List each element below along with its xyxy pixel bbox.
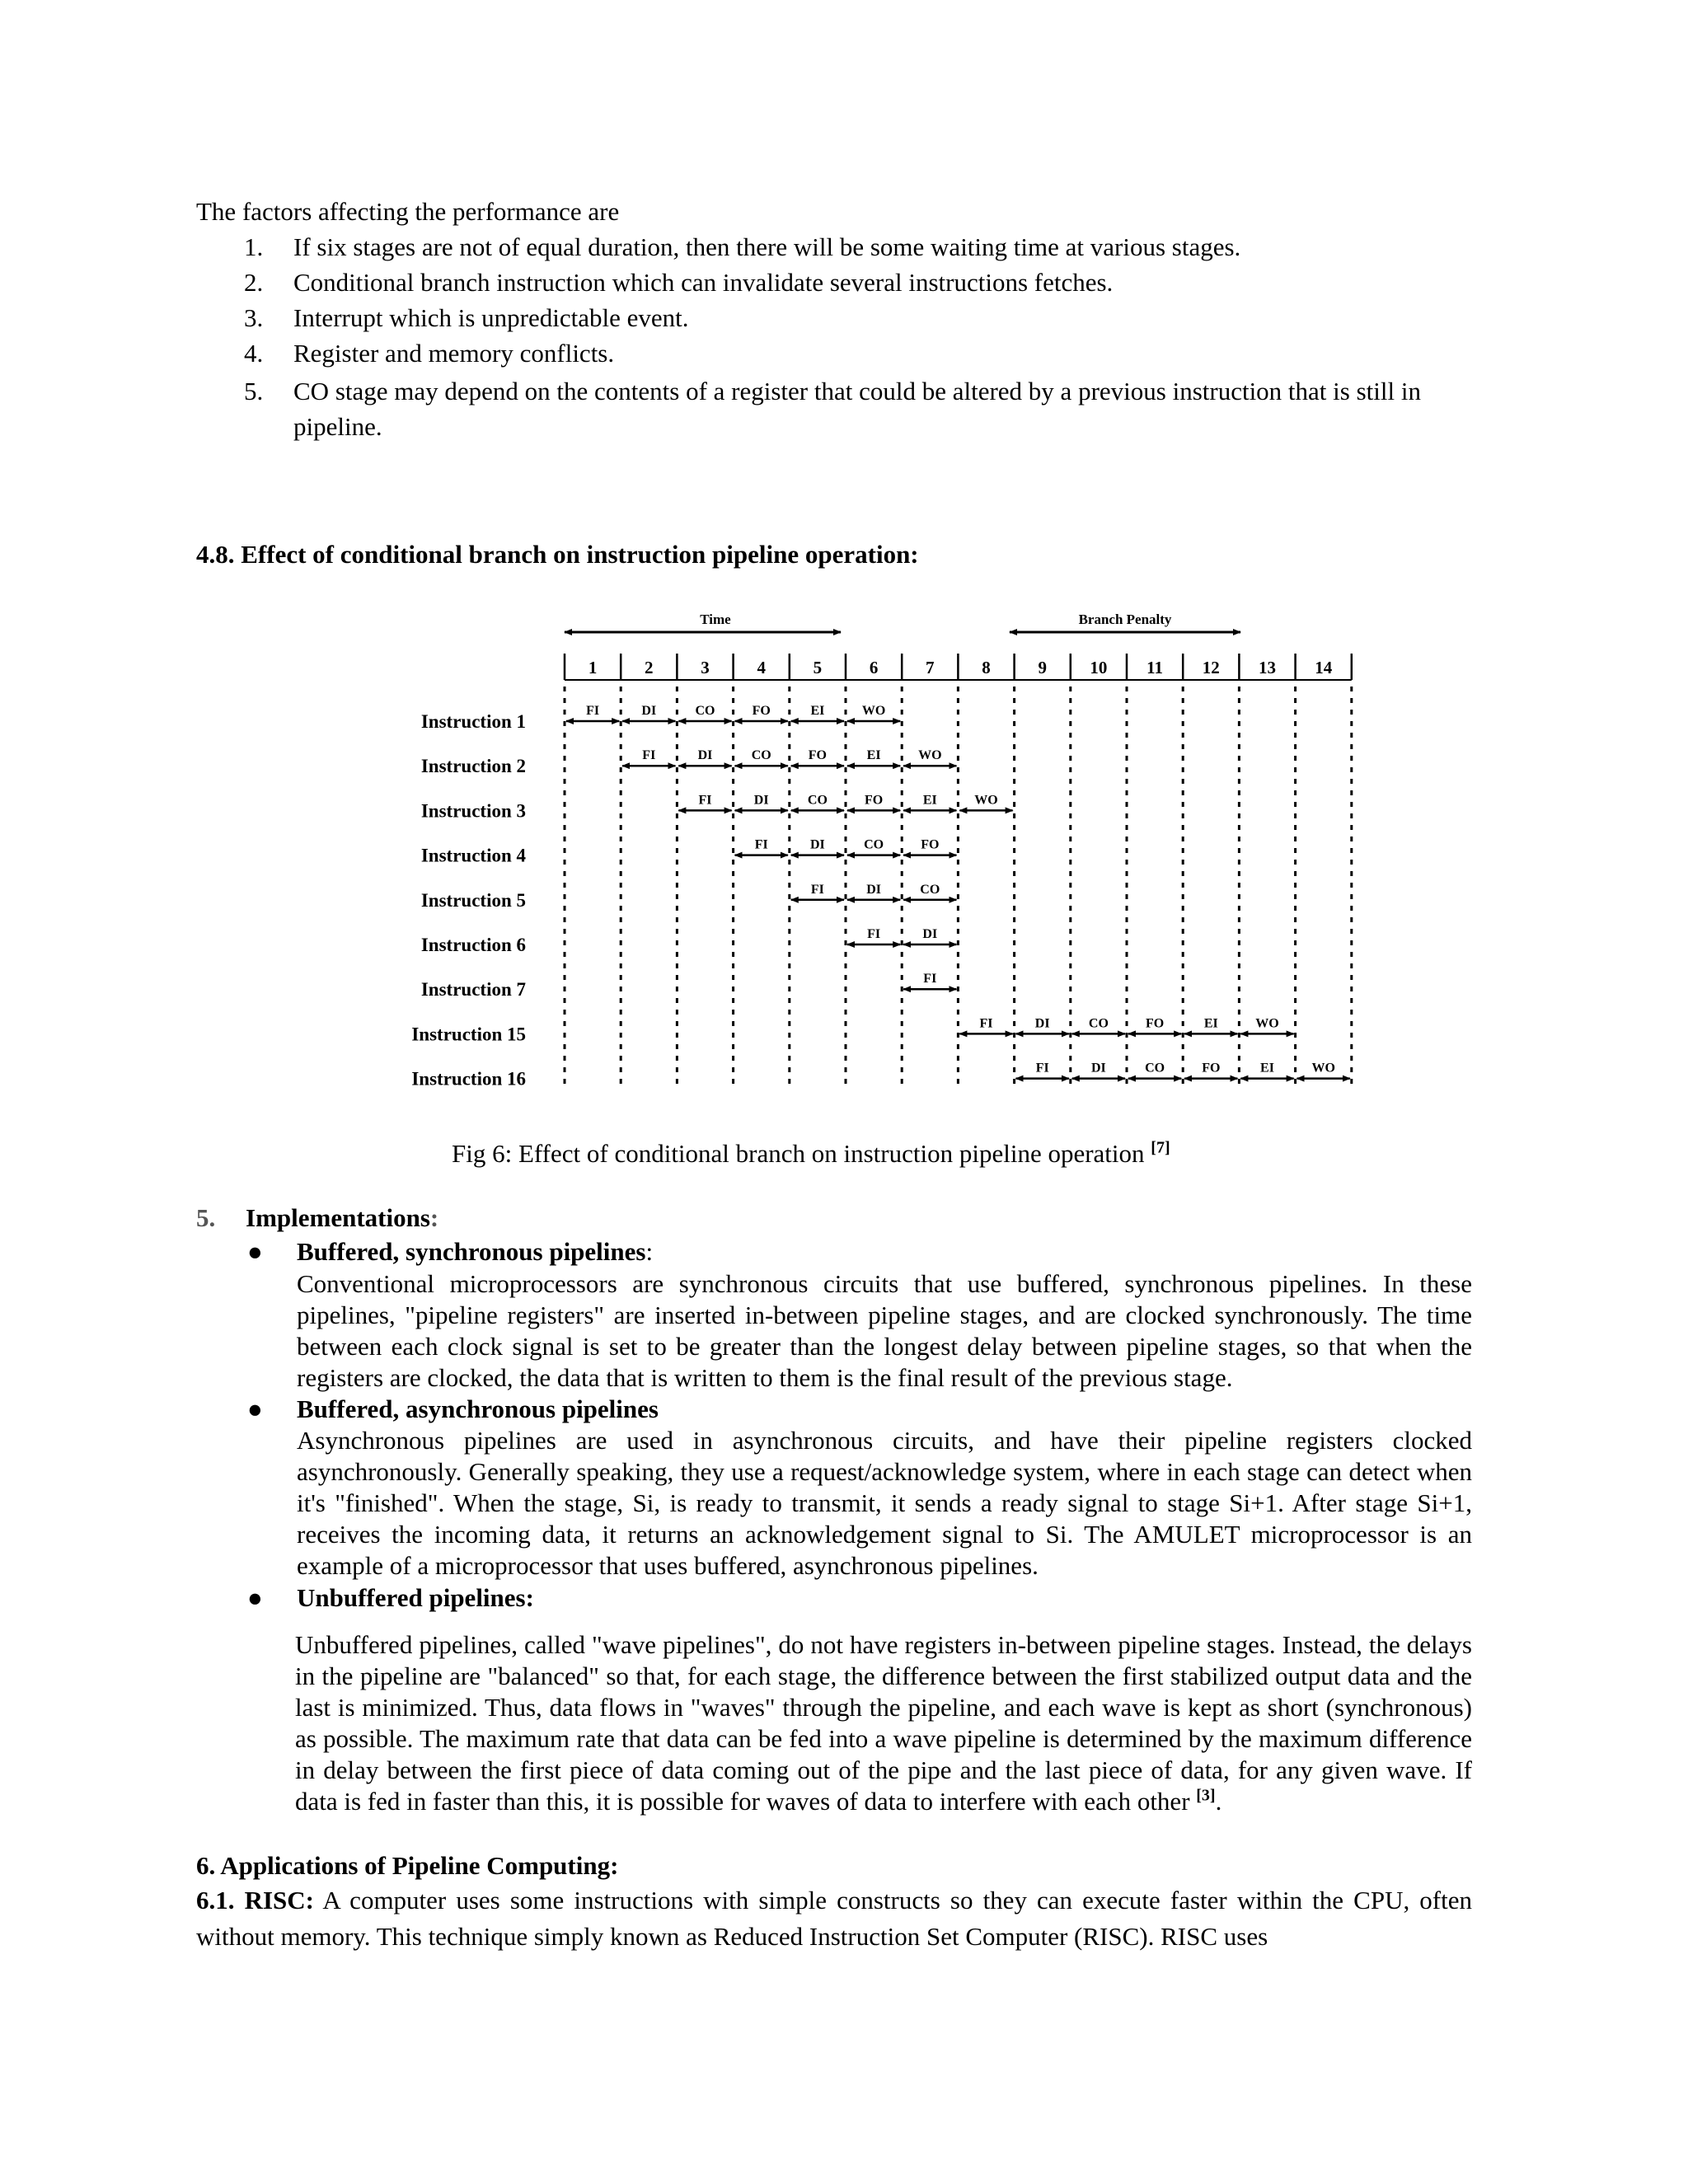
stage-label: DI [810, 837, 825, 852]
bullet-paragraph: Asynchronous pipelines are used in asynchronous circuits, and have their pipeline registers clocked asynchronously. Generally speaking, they use a request/acknowledge system, where in each stage can detect when it's "finished". When the stage, Si, is ready to transmit, it sends a ready signal to stage Si+1. After stage Si+1, receives the incoming data, it returns an acknowledgement signal to Si. The AMULET microprocessor is an example of a microprocessor that uses buffered, asynchronous pipelines. [297, 1426, 1472, 1580]
instruction-label: Instruction 4 [420, 845, 526, 866]
bullet-paragraph [295, 1629, 1472, 1817]
section-heading-5 [196, 1202, 438, 1234]
stage-label: FI [810, 882, 824, 897]
instruction-label: Instruction 15 [411, 1024, 526, 1045]
time-slot-label: 14 [1315, 658, 1333, 677]
stage-label: WO [1255, 1016, 1279, 1031]
stage-label: CO [807, 793, 828, 808]
list-item-text: Conditional branch instruction which can invalidate several instructions fetches. [293, 268, 1114, 297]
time-slot-label: 12 [1202, 658, 1220, 677]
time-slot-label: 13 [1259, 658, 1276, 677]
bullet-icon: ● [247, 1394, 263, 1423]
stage-label: FI [586, 704, 600, 718]
pipeline-timing-diagram [346, 606, 1360, 1092]
stage-label: DI [1091, 1061, 1106, 1076]
stage-label: WO [974, 793, 998, 808]
time-slot-label: 7 [926, 658, 935, 677]
bullet-title-suffix: : [645, 1237, 654, 1266]
section-number: 5. [196, 1203, 216, 1232]
instruction-label: Instruction 5 [420, 889, 526, 911]
stage-label: EI [810, 704, 825, 718]
list-item-number: 5. [244, 377, 264, 405]
caption-text: Fig 6: Effect of conditional branch on instruction pipeline operation [452, 1139, 1145, 1168]
stage-label: FO [752, 704, 771, 718]
time-slot-label: 6 [869, 658, 879, 677]
stage-label: FI [867, 927, 881, 941]
time-slot-label: 1 [588, 658, 598, 677]
list-item [244, 338, 1472, 373]
stage-label: WO [861, 704, 886, 718]
stage-label: FI [1035, 1061, 1049, 1076]
stage-label: FO [864, 793, 884, 808]
stage-label: WO [918, 748, 942, 763]
paragraph-end: . [1215, 1787, 1222, 1816]
section-title: Implementations [246, 1203, 430, 1232]
time-slot-label: 10 [1090, 658, 1108, 677]
list-item-text: CO stage may depend on the contents of a register that could be altered by a previous instruction that is still in pipeline. [293, 377, 1421, 441]
factors-intro: The factors affecting the performance are [196, 197, 620, 226]
stage-label: DI [697, 748, 713, 763]
stage-label: DI [753, 793, 769, 808]
stage-label: EI [1260, 1061, 1274, 1076]
time-slot-label: 3 [701, 658, 710, 677]
stage-label: FI [642, 748, 656, 763]
bullet-icon: ● [247, 1583, 263, 1612]
bullet-heading: Unbuffered pipelines: [297, 1583, 534, 1612]
stage-label: CO [695, 704, 715, 718]
stage-label: FO [808, 748, 828, 763]
list-item [244, 302, 1472, 338]
list-item-text: Register and memory conflicts. [293, 339, 615, 368]
list-item-text: Interrupt which is unpredictable event. [293, 303, 689, 332]
instruction-label: Instruction 6 [420, 935, 526, 955]
section-heading-4-8: 4.8. Effect of conditional branch on instruction pipeline operation: [196, 540, 919, 569]
list-item [244, 373, 1472, 444]
caption-reference: [7] [1151, 1138, 1170, 1157]
stage-label: CO [920, 882, 940, 897]
section-title-colon: : [429, 1203, 439, 1232]
stage-label: EI [1203, 1016, 1218, 1031]
instruction-label: Instruction 3 [420, 800, 526, 822]
time-slot-label: 2 [645, 658, 654, 677]
stage-label: EI [866, 748, 881, 763]
instruction-label: Instruction 2 [420, 756, 526, 777]
subsection-text: A computer uses some instructions with simple constructs so they can execute faster within the CPU, often without memory. This technique simply known as Reduced Instruction Set Computer (RISC). RISC uses [196, 1886, 1472, 1951]
bullet-heading: Buffered, asynchronous pipelines [297, 1394, 659, 1423]
stage-label: DI [1034, 1016, 1050, 1031]
branch-penalty-label: Branch Penalty [1078, 612, 1172, 627]
bullet-paragraph: Conventional microprocessors are synchronous circuits that use buffered, synchronous pipelines. In these pipelines, "pipeline registers" are inserted in-between pipeline stages, and are clocked synchronously. The time between each clock signal is set to be greater than the longest delay between pipeline stages, so that when the registers are clocked, the data that is written to them is the final result of the previous stage. [297, 1269, 1472, 1392]
stage-label: FO [1145, 1016, 1165, 1031]
instruction-label: Instruction 16 [411, 1068, 526, 1090]
list-item-number: 4. [244, 339, 264, 368]
stage-label: DI [866, 882, 881, 897]
figure-caption [452, 1138, 1170, 1169]
stage-label: CO [1088, 1016, 1109, 1031]
time-slot-label: 4 [757, 658, 766, 677]
list-item-number: 1. [244, 232, 264, 261]
stage-label: FI [698, 793, 712, 808]
stage-label: EI [922, 793, 937, 808]
stage-label: FO [1202, 1061, 1221, 1076]
list-item [244, 232, 1472, 267]
subsection-label: 6.1. RISC: [196, 1886, 315, 1915]
bullet-heading [297, 1236, 653, 1268]
list-item [244, 267, 1472, 302]
bullet-title: Buffered, synchronous pipelines [297, 1237, 646, 1266]
time-slot-label: 9 [1038, 658, 1047, 677]
bullet-paragraph-text: Unbuffered pipelines, called "wave pipelines", do not have registers in-between pipeline stages. Instead, the delays in the pipeline are "balanced" so that, for each stage, the difference between the first stabilized output data and the last is minimized. Thus, data flows in "waves" through the pipeline, and each wave is kept as short (synchronous) as possible. The maximum rate that data can be fed into a wave pipeline is determined by the maximum difference in delay between the first piece of data coming out of the pipe and the last piece of data, for any given wave. If data is fed in faster than this, it is possible for waves of data to interfere with each other [295, 1630, 1472, 1816]
stage-label: FO [921, 837, 940, 852]
stage-label: WO [1311, 1061, 1335, 1076]
stage-label: FI [923, 972, 937, 987]
stage-label: CO [864, 837, 884, 852]
bullet-icon: ● [247, 1237, 263, 1266]
time-label: Time [700, 612, 731, 627]
time-slot-label: 8 [982, 658, 991, 677]
list-item-number: 2. [244, 268, 264, 297]
diagram-grid [411, 654, 1351, 1090]
list-item-text: If six stages are not of equal duration, then there will be some waiting time at various stages. [293, 232, 1241, 261]
section-heading-6: 6. Applications of Pipeline Computing: [196, 1851, 619, 1880]
instruction-label: Instruction 1 [420, 711, 526, 732]
section-6-1-paragraph [196, 1882, 1472, 1955]
list-item-number: 3. [244, 303, 264, 332]
stage-label: CO [1145, 1061, 1165, 1076]
stage-label: FI [979, 1016, 993, 1031]
time-slot-label: 11 [1146, 658, 1164, 677]
time-slot-label: 5 [813, 658, 823, 677]
stage-label: DI [922, 927, 938, 941]
stage-label: DI [641, 704, 657, 718]
stage-label: FI [754, 837, 768, 852]
factors-list [244, 232, 1472, 444]
stage-label: CO [751, 748, 771, 763]
paragraph-reference: [3] [1196, 1786, 1216, 1805]
instruction-label: Instruction 7 [420, 979, 526, 1001]
